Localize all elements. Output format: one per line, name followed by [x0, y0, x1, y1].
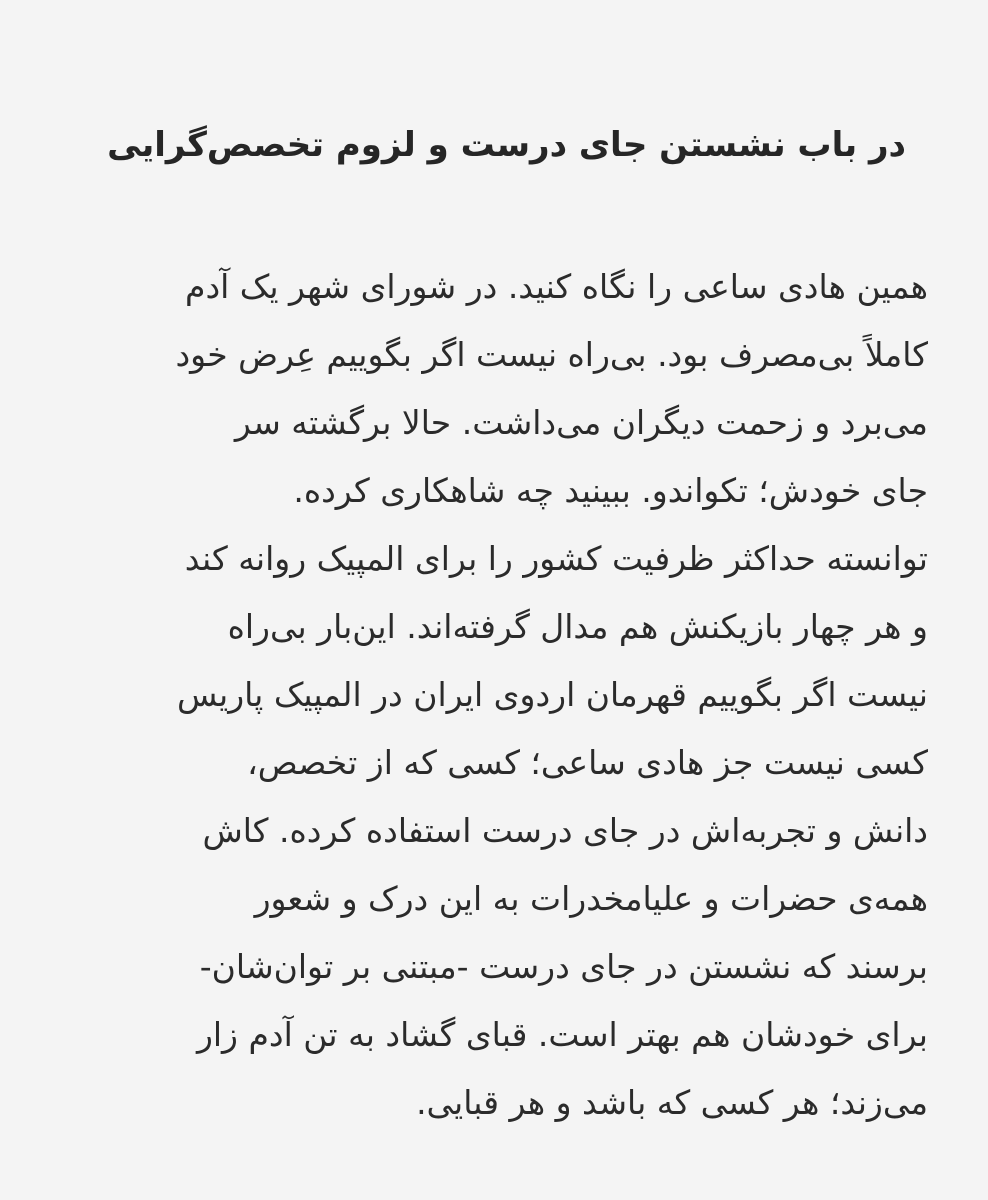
- article-line: نیست اگر بگوییم قهرمان اردوی ایران در المپیک پاریس: [176, 675, 928, 714]
- article-line: همه‌ی حضرات و علیامخدرات به این درک و شعور: [254, 879, 928, 918]
- article-line: کاملاً بی‌مصرف بود. بی‌راه نیست اگر بگوییم عِرض خود: [175, 335, 928, 374]
- article-line: می‌برد و زحمت دیگران می‌داشت. حالا برگشته سر: [234, 403, 928, 442]
- article-line: برسند که نشستن در جای درست -مبتنی بر توان‌شان-: [199, 947, 928, 986]
- article-line: کسی نیست جز هادی ساعی؛ کسی که از تخصص،: [247, 743, 928, 782]
- article-line: و هر چهار بازیکنش هم مدال گرفته‌اند. این‌بار بی‌راه: [227, 607, 928, 646]
- article-line: توانسته حداکثر ظرفیت کشور را برای المپیک روانه کند: [184, 539, 928, 578]
- article-line: دانش و تجربه‌اش در جای درست استفاده کرده. کاش: [202, 811, 928, 850]
- article-line: برای خودشان هم بهتر است. قبای گشاد به تن آدم زار: [196, 1015, 928, 1054]
- article-line: همین هادی ساعی را نگاه کنید. در شورای شهر یک آدم: [185, 267, 928, 306]
- article-line: می‌زند؛ هر کسی که باشد و هر قبایی.: [416, 1083, 928, 1122]
- article-title: در باب نشستن جای درست و لزوم تخصص‌گرایی: [107, 125, 906, 165]
- article-line: جای خودش؛ تکواندو. ببینید چه شاهکاری کرده.: [293, 471, 928, 510]
- article-body: [56, 253, 928, 1137]
